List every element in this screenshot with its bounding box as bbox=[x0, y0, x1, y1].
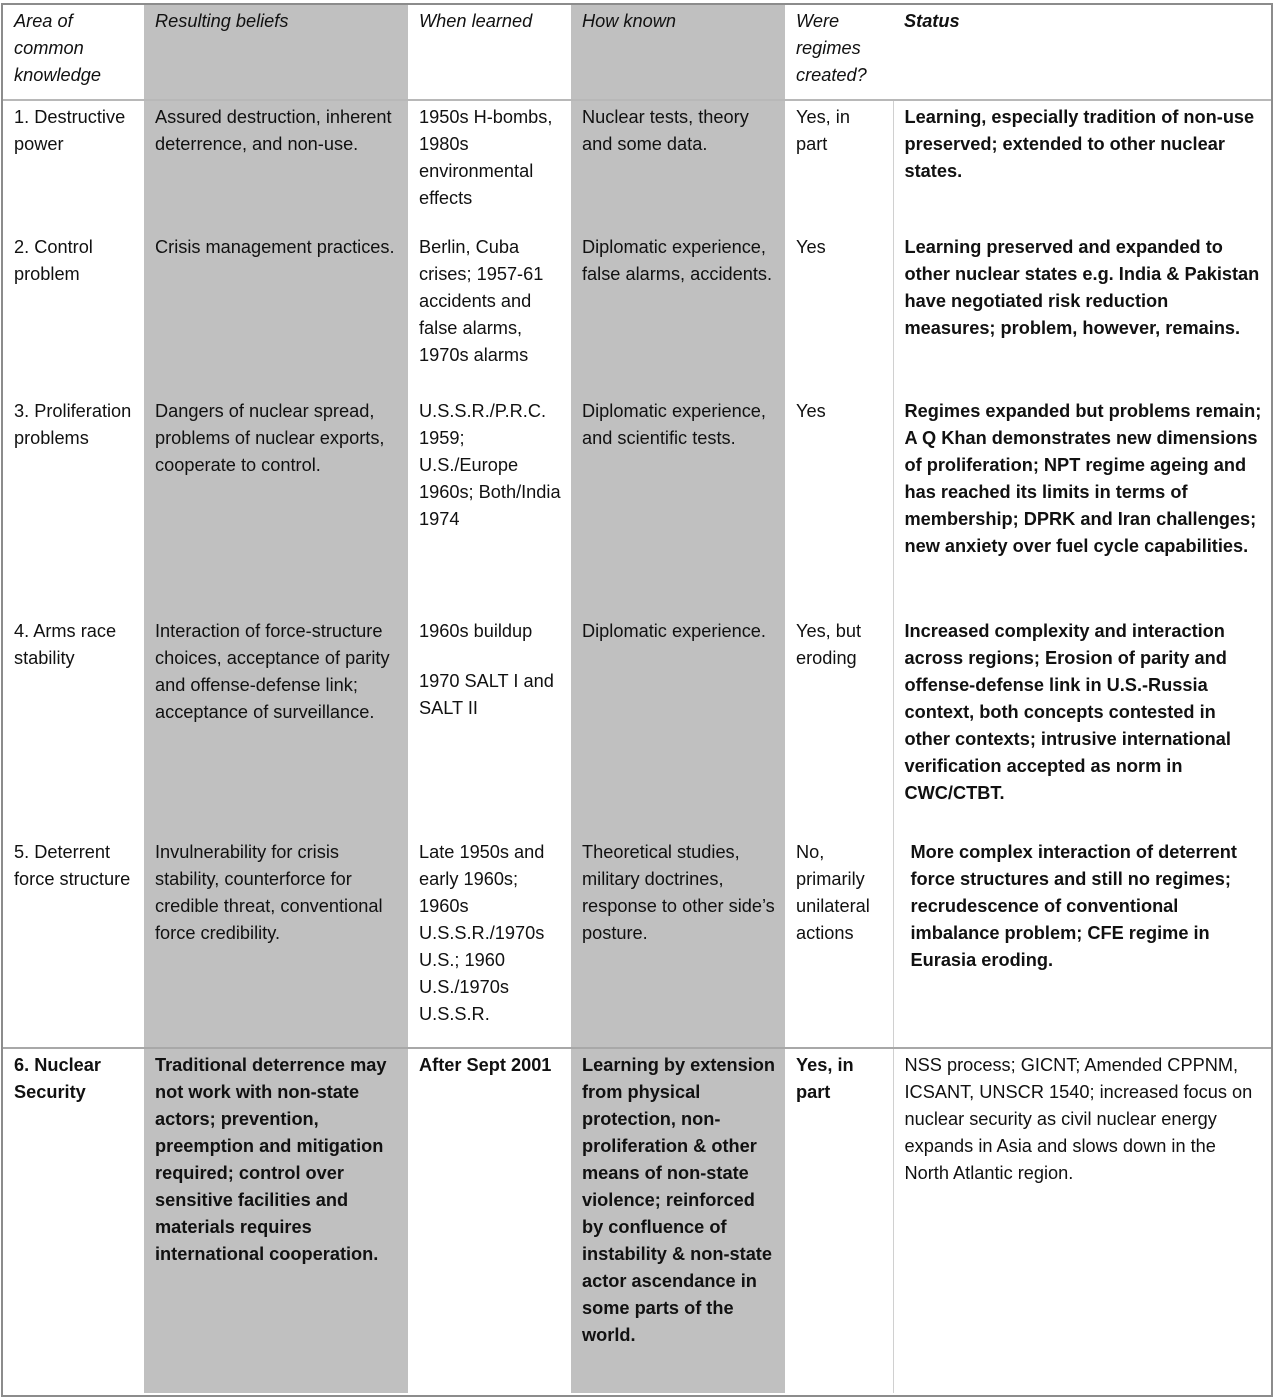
cell-how: Learning by extension from physical protection, non-proliferation & other means of non-state violence; reinforced by confluence of instability & non-state actor ascendance in some parts of the world. bbox=[571, 1048, 785, 1393]
cell-when: 1950s H-bombs, 1980s environmental effects bbox=[419, 107, 553, 208]
cell-status: Increased complexity and interaction across regions; Erosion of parity and offense-defense link in U.S.-Russia context, both concepts contested in other contexts; intrusive international verification accepted as norm in CWC/CTBT. bbox=[893, 615, 1271, 836]
cell-how: Nuclear tests, theory and some data. bbox=[571, 100, 785, 231]
cell-status: NSS process; GICNT; Amended CPPNM, ICSANT, UNSCR 1540; increased focus on nuclear security as civil nuclear energy expands in Asia and slows down in the North Atlantic region. bbox=[893, 1048, 1271, 1393]
cell-area: 3. Proliferation problems bbox=[14, 401, 132, 448]
table-row bbox=[3, 100, 1271, 231]
header-status: Status bbox=[893, 5, 1271, 100]
cell-when: After Sept 2001 bbox=[419, 1055, 552, 1075]
cell-status: More complex interaction of deterrent force structures and still no regimes; recrudescence of conventional imbalance problem; CFE regime in Eurasia eroding. bbox=[893, 836, 1271, 1048]
cell-regimes: Yes bbox=[785, 395, 893, 615]
cell-regimes: Yes, in part bbox=[785, 1048, 893, 1393]
cell-status: Learning, especially tradition of non-use preserved; extended to other nuclear states. bbox=[893, 100, 1271, 231]
cell-beliefs: Dangers of nuclear spread, problems of nuclear exports, cooperate to control. bbox=[144, 395, 408, 615]
cell-beliefs: Interaction of force-structure choices, acceptance of parity and offense-defense link; acceptance of surveillance. bbox=[144, 615, 408, 836]
cell-beliefs: Invulnerability for crisis stability, counterforce for credible threat, conventional force credibility. bbox=[144, 836, 408, 1048]
header-how: How known bbox=[571, 5, 785, 100]
cell-beliefs: Crisis management practices. bbox=[144, 231, 408, 395]
cell-status: Learning preserved and expanded to other nuclear states e.g. India & Pakistan have negotiated risk reduction measures; problem, however, remains. bbox=[893, 231, 1271, 395]
cell-regimes: Yes, but eroding bbox=[785, 615, 893, 836]
cell-when: U.S.S.R./P.R.C. 1959; U.S./Europe 1960s; Both/India 1974 bbox=[419, 401, 561, 529]
cell-area: 6. Nuclear Security bbox=[14, 1055, 101, 1102]
table-header-row bbox=[3, 5, 1271, 100]
table-row bbox=[3, 231, 1271, 395]
cell-how: Diplomatic experience, false alarms, accidents. bbox=[571, 231, 785, 395]
cell-when bbox=[408, 615, 571, 836]
cell-regimes: Yes, in part bbox=[785, 100, 893, 231]
cell-when: Late 1950s and early 1960s; 1960s U.S.S.R./1970s U.S.; 1960 U.S./1970s U.S.S.R. bbox=[408, 836, 571, 1048]
cell-area: 1. Destructive power bbox=[14, 107, 126, 154]
cell-how: Diplomatic experience, and scientific tests. bbox=[571, 395, 785, 615]
cell-status: Regimes expanded but problems remain; A Q Khan demonstrates new dimensions of proliferation; NPT regime ageing and has reached its limits in terms of membership; DPRK and Iran challenges; new anxiety over fuel cycle capabilities. bbox=[893, 395, 1271, 615]
cell-beliefs: Traditional deterrence may not work with non-state actors; prevention, preemption and mitigation required; control over sensitive facilities and materials requires international cooperation. bbox=[144, 1048, 408, 1393]
cell-when: Berlin, Cuba crises; 1957-61 accidents and false alarms, 1970s alarms bbox=[419, 237, 544, 365]
common-knowledge-table bbox=[3, 5, 1271, 1393]
header-beliefs: Resulting beliefs bbox=[144, 5, 408, 100]
cell-area: 2. Control problem bbox=[14, 237, 93, 284]
table-row bbox=[3, 836, 1271, 1048]
header-area: Area of common knowledge bbox=[3, 5, 144, 100]
cell-beliefs: Assured destruction, inherent deterrence, and non-use. bbox=[144, 100, 408, 231]
cell-when-line-1: 1960s buildup bbox=[419, 621, 533, 641]
table-row bbox=[3, 615, 1271, 836]
cell-area: 5. Deterrent force structure bbox=[3, 836, 144, 1048]
table-row bbox=[3, 1048, 1271, 1393]
header-when: When learned bbox=[408, 5, 571, 100]
header-regimes: Were regimes created? bbox=[785, 5, 893, 100]
cell-how: Theoretical studies, military doctrines, response to other side’s posture. bbox=[571, 836, 785, 1048]
cell-how: Diplomatic experience. bbox=[571, 615, 785, 836]
cell-regimes: No, primarily unilateral actions bbox=[785, 836, 893, 1048]
cell-when-line-2: 1970 SALT I and SALT II bbox=[419, 671, 554, 718]
cell-area: 4. Arms race stability bbox=[14, 621, 117, 668]
cell-regimes: Yes bbox=[785, 231, 893, 395]
table-row bbox=[3, 395, 1271, 615]
